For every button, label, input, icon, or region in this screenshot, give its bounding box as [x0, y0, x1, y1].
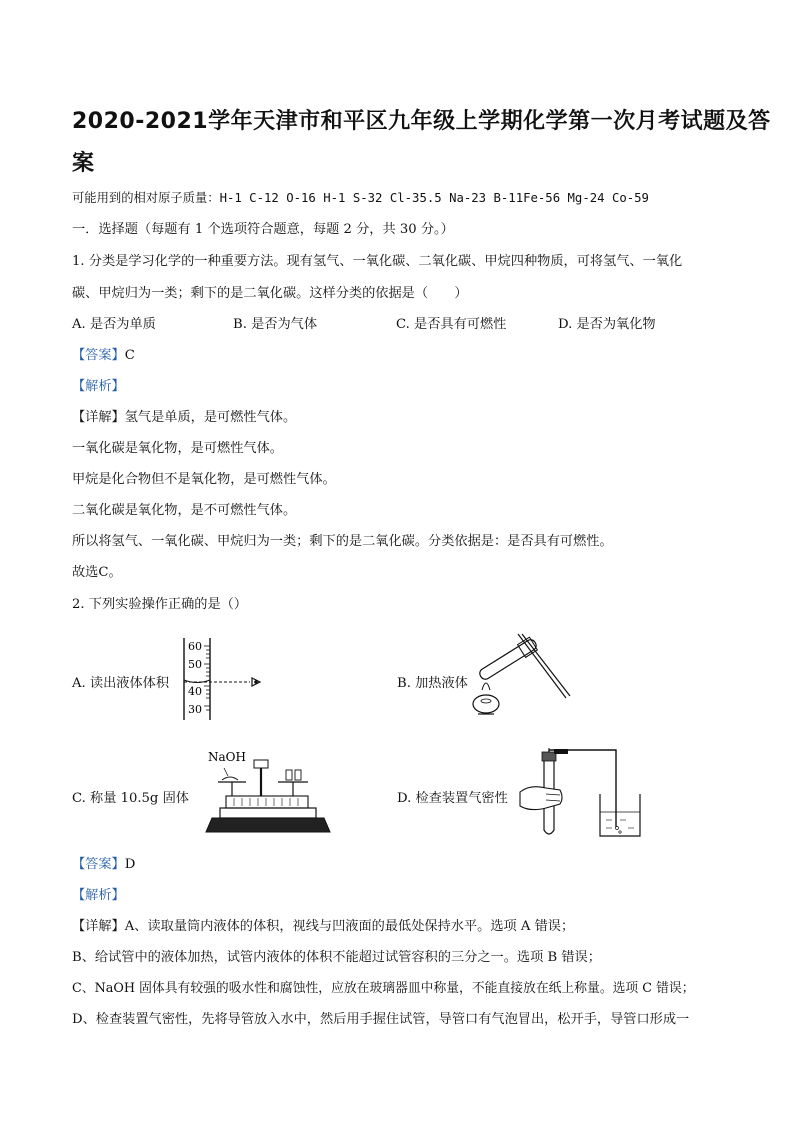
cylinder-tick-60: 60	[188, 640, 202, 653]
q1-option-d: D. 是否为氧化物	[558, 317, 656, 332]
answer-tag: 【答案】	[72, 857, 125, 872]
detail-tag: 【详解】	[72, 919, 125, 934]
q2-detail-line4: D、检查装置气密性，先将导管放入水中，然后用手握住试管，导管口有气泡冒出，松开手，导管口形成一	[72, 1012, 690, 1027]
graduated-cylinder-figure	[180, 636, 270, 722]
q1-option-c: C. 是否具有可燃性	[396, 317, 507, 332]
detail-text: A、读取量筒内液体的体积，视线与凹液面的最低处保持水平。选项 A 错误；	[124, 919, 575, 934]
q1-option-b: B. 是否为气体	[233, 317, 318, 332]
q2-option-b: B. 加热液体	[397, 676, 468, 691]
cylinder-tick-50: 50	[188, 658, 202, 671]
detail-text: 氢气是单质，是可燃性气体。	[124, 410, 297, 425]
q1-stem-line2: 碳、甲烷归为一类；剩下的是二氧化碳。这样分类的依据是（ ）	[72, 286, 468, 301]
q2-detail-line1	[72, 915, 574, 934]
q1-detail-line6: 故选C。	[72, 565, 122, 580]
answer-tag: 【答案】	[72, 348, 125, 363]
answer-value: C	[124, 348, 135, 363]
page-title: 2020-2021学年天津市和平区九年级上学期化学第一次月考试题及答	[72, 109, 771, 134]
balance-figure	[200, 746, 340, 838]
q1-option-a: A. 是否为单质	[72, 317, 156, 332]
section-heading: 一．选择题（每题有 1 个选项符合题意，每题 2 分，共 30 分。）	[72, 222, 454, 237]
q1-detail-line5: 所以将氢气、一氧化碳、甲烷归为一类；剩下的是二氧化碳。分类依据是：是否具有可燃性。	[72, 534, 613, 549]
cylinder-tick-40: 40	[188, 685, 202, 698]
q1-detail-line2: 一氧化碳是氧化物，是可燃性气体。	[72, 441, 283, 456]
cylinder-tick-30: 30	[188, 703, 202, 716]
q1-detail-line1	[72, 406, 296, 425]
q1-stem-line1: 1. 分类是学习化学的一种重要方法。现有氢气、一氧化碳、二氧化碳、甲烷四种物质，可将氢气、一氧化	[72, 254, 683, 269]
q2-option-a: A. 读出液体体积	[72, 676, 170, 691]
atomic-masses: 可能用到的相对原子质量：H-1 C-12 O-16 H-1 S-32 Cl-35.5 Na-23 B-11Fe-56 Mg-24 Co-59	[72, 191, 649, 205]
q2-answer	[72, 853, 135, 872]
q2-detail-line2: B、给试管中的液体加热，试管内液体的体积不能超过试管容积的三分之一。选项 B 错误；	[72, 950, 601, 965]
q1-answer	[72, 344, 135, 363]
page-title-continued: 案	[72, 151, 95, 176]
q1-detail-line3: 甲烷是化合物但不是氧化物，是可燃性气体。	[72, 472, 336, 487]
naoh-label: NaOH	[208, 750, 246, 764]
q1-analysis-tag: 【解析】	[72, 379, 125, 394]
q2-detail-line3: C、NaOH 固体具有较强的吸水性和腐蚀性，应放在玻璃器皿中称量，不能直接放在纸上称量。选项 C 错误；	[72, 981, 695, 996]
q2-analysis-tag: 【解析】	[72, 888, 125, 903]
heating-liquid-figure	[464, 632, 574, 724]
detail-tag: 【详解】	[72, 410, 125, 425]
q1-detail-line4: 二氧化碳是氧化物，是不可燃性气体。	[72, 503, 297, 518]
q2-option-c: C. 称量 10.5g 固体	[72, 791, 189, 806]
airtightness-figure	[516, 748, 650, 840]
answer-value: D	[124, 857, 136, 872]
q2-option-d: D. 检查装置气密性	[397, 791, 508, 806]
q2-stem: 2. 下列实验操作正确的是（）	[72, 597, 248, 612]
